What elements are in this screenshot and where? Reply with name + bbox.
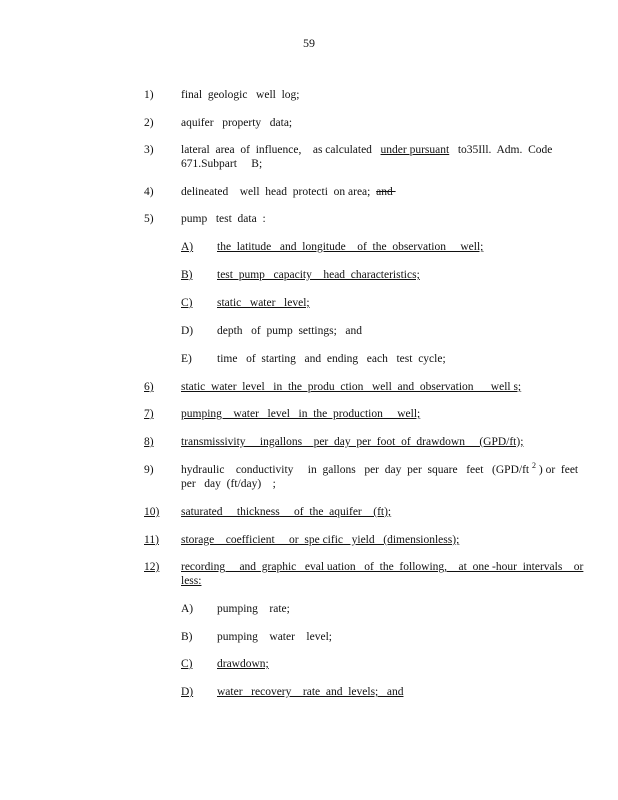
item-letter: A) bbox=[181, 241, 194, 253]
item-text: the latitude and longitude of the observation well; bbox=[217, 241, 484, 253]
item-text: pump test data : bbox=[181, 213, 266, 225]
item-letter: C) bbox=[181, 658, 193, 670]
item-text-line2: less: bbox=[181, 575, 202, 587]
item-text: recording and graphic eval uation of the following, at one -hour intervals or bbox=[181, 561, 584, 573]
item-number: 7) bbox=[144, 408, 154, 420]
item-text: pumping rate; bbox=[217, 603, 290, 615]
item-text: lateral area of influence, as calculated under pursuant to35Ill. Adm. Code bbox=[181, 144, 553, 156]
item-number: 2) bbox=[144, 117, 154, 129]
item-text: time of starting and ending each test cycle; bbox=[217, 353, 446, 365]
item-text: hydraulic conductivity in gallons per day per square feet (GPD/ft $^2$ ) or feet bbox=[181, 461, 579, 476]
item-text: pumping water level; bbox=[217, 631, 332, 643]
item-text: saturated thickness of the aquifer (ft); bbox=[181, 506, 392, 518]
item-letter: B) bbox=[181, 269, 193, 281]
item-number: 3) bbox=[144, 144, 154, 156]
item-text: test pump capacity head characteristics; bbox=[217, 269, 420, 281]
item-letter: B) bbox=[181, 631, 193, 643]
item-text: static water level; bbox=[217, 297, 310, 309]
item-number: 1) bbox=[144, 89, 154, 101]
page-number: 59 bbox=[303, 36, 315, 50]
superscript: 2 bbox=[531, 461, 536, 470]
item-text: storage coefficient or spe cific yield (dimensionless); bbox=[181, 534, 460, 546]
item-number: 6) bbox=[144, 381, 154, 393]
item-letter: D) bbox=[181, 325, 194, 337]
item-number: 10) bbox=[144, 506, 160, 518]
item-text: transmissivity ingallons per day per foot of drawdown (GPD/ft); bbox=[181, 436, 524, 448]
item-letter: E) bbox=[181, 353, 192, 365]
item-text: drawdown; bbox=[217, 658, 269, 670]
item-number: 8) bbox=[144, 436, 154, 448]
item-number: 4) bbox=[144, 186, 154, 198]
inserted-text: under pursuant bbox=[380, 144, 450, 156]
item-number: 12) bbox=[144, 561, 160, 573]
item-number: 9) bbox=[144, 464, 154, 476]
item-number: 5) bbox=[144, 213, 154, 225]
deleted-text: and bbox=[376, 186, 396, 198]
item-text: delineated well head protecti on area; and bbox=[181, 186, 396, 198]
item-text: static water level in the produ ction well and observation well s; bbox=[181, 381, 522, 393]
item-text: pumping water level in the production well; bbox=[181, 408, 421, 420]
item-text-line2: per day (ft/day) ; bbox=[181, 478, 276, 490]
item-text: aquifer property data; bbox=[181, 117, 293, 129]
item-letter: C) bbox=[181, 297, 193, 309]
item-text: water recovery rate and levels; and bbox=[217, 686, 404, 698]
item-text: depth of pump settings; and bbox=[217, 325, 363, 337]
item-text-line2: 671.Subpart B; bbox=[181, 158, 263, 170]
item-text: final geologic well log; bbox=[181, 89, 300, 101]
item-letter: A) bbox=[181, 603, 194, 615]
item-number: 11) bbox=[144, 534, 159, 546]
item-letter: D) bbox=[181, 686, 194, 698]
